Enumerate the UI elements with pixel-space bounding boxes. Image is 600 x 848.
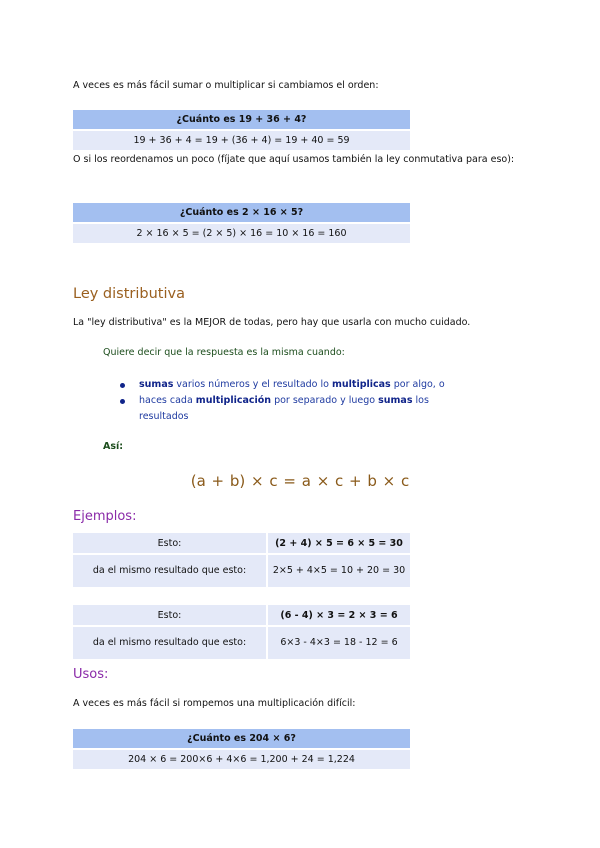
table-body: 19 + 36 + 4 = 19 + (36 + 4) = 19 + 40 = 59 bbox=[73, 130, 410, 150]
table-header: ¿Cuánto es 204 × 6? bbox=[73, 729, 410, 749]
example-table-3 bbox=[73, 729, 410, 769]
list-item: haces cada multiplicación por separado y luego sumas los resultados bbox=[120, 393, 439, 425]
example-label: da el mismo resultado que esto: bbox=[73, 555, 268, 587]
intro-text-1: A veces es más fácil sumar o multiplicar si cambiamos el orden: bbox=[73, 80, 379, 91]
example-table-1 bbox=[73, 110, 410, 150]
example-comparison-1 bbox=[73, 533, 410, 587]
section-title-ley-distributiva: Ley distributiva bbox=[73, 286, 185, 302]
table-body: 204 × 6 = 200×6 + 4×6 = 1,200 + 24 = 1,224 bbox=[73, 749, 410, 769]
example-label: Esto: bbox=[73, 605, 268, 627]
usos-intro-text: A veces es más fácil si rompemos una multiplicación difícil: bbox=[73, 698, 356, 709]
bullet-icon bbox=[120, 383, 125, 388]
table-header: ¿Cuánto es 19 + 36 + 4? bbox=[73, 110, 410, 130]
ley-intro-text: La "ley distributiva" es la MEJOR de todas, pero hay que usarla con mucho cuidado. bbox=[73, 317, 471, 328]
example-label: Esto: bbox=[73, 533, 268, 555]
ejemplos-title: Ejemplos: bbox=[73, 509, 137, 524]
example-expression: 2×5 + 4×5 = 10 + 20 = 30 bbox=[268, 555, 410, 587]
distributive-formula: (a + b) × c = a × c + b × c bbox=[190, 472, 410, 490]
list-item: sumas varios números y el resultado lo multiplicas por algo, o bbox=[120, 377, 460, 393]
bullet-icon bbox=[120, 399, 125, 404]
example-table-2 bbox=[73, 203, 410, 243]
example-expression: (6 - 4) × 3 = 2 × 3 = 6 bbox=[268, 605, 410, 627]
asi-label: Así: bbox=[103, 441, 124, 452]
usos-title: Usos: bbox=[73, 667, 109, 682]
quote-intro: Quiere decir que la respuesta es la misma cuando: bbox=[103, 347, 345, 358]
table-header: ¿Cuánto es 2 × 16 × 5? bbox=[73, 203, 410, 223]
example-expression: 6×3 - 4×3 = 18 - 12 = 6 bbox=[268, 627, 410, 659]
example-comparison-2 bbox=[73, 605, 410, 659]
intro-text-2: O si los reordenamos un poco (fíjate que aquí usamos también la ley conmutativa para eso): bbox=[73, 154, 515, 165]
example-expression: (2 + 4) × 5 = 6 × 5 = 30 bbox=[268, 533, 410, 555]
example-label: da el mismo resultado que esto: bbox=[73, 627, 268, 659]
bullet-list bbox=[120, 377, 460, 425]
table-body: 2 × 16 × 5 = (2 × 5) × 16 = 10 × 16 = 160 bbox=[73, 223, 410, 243]
